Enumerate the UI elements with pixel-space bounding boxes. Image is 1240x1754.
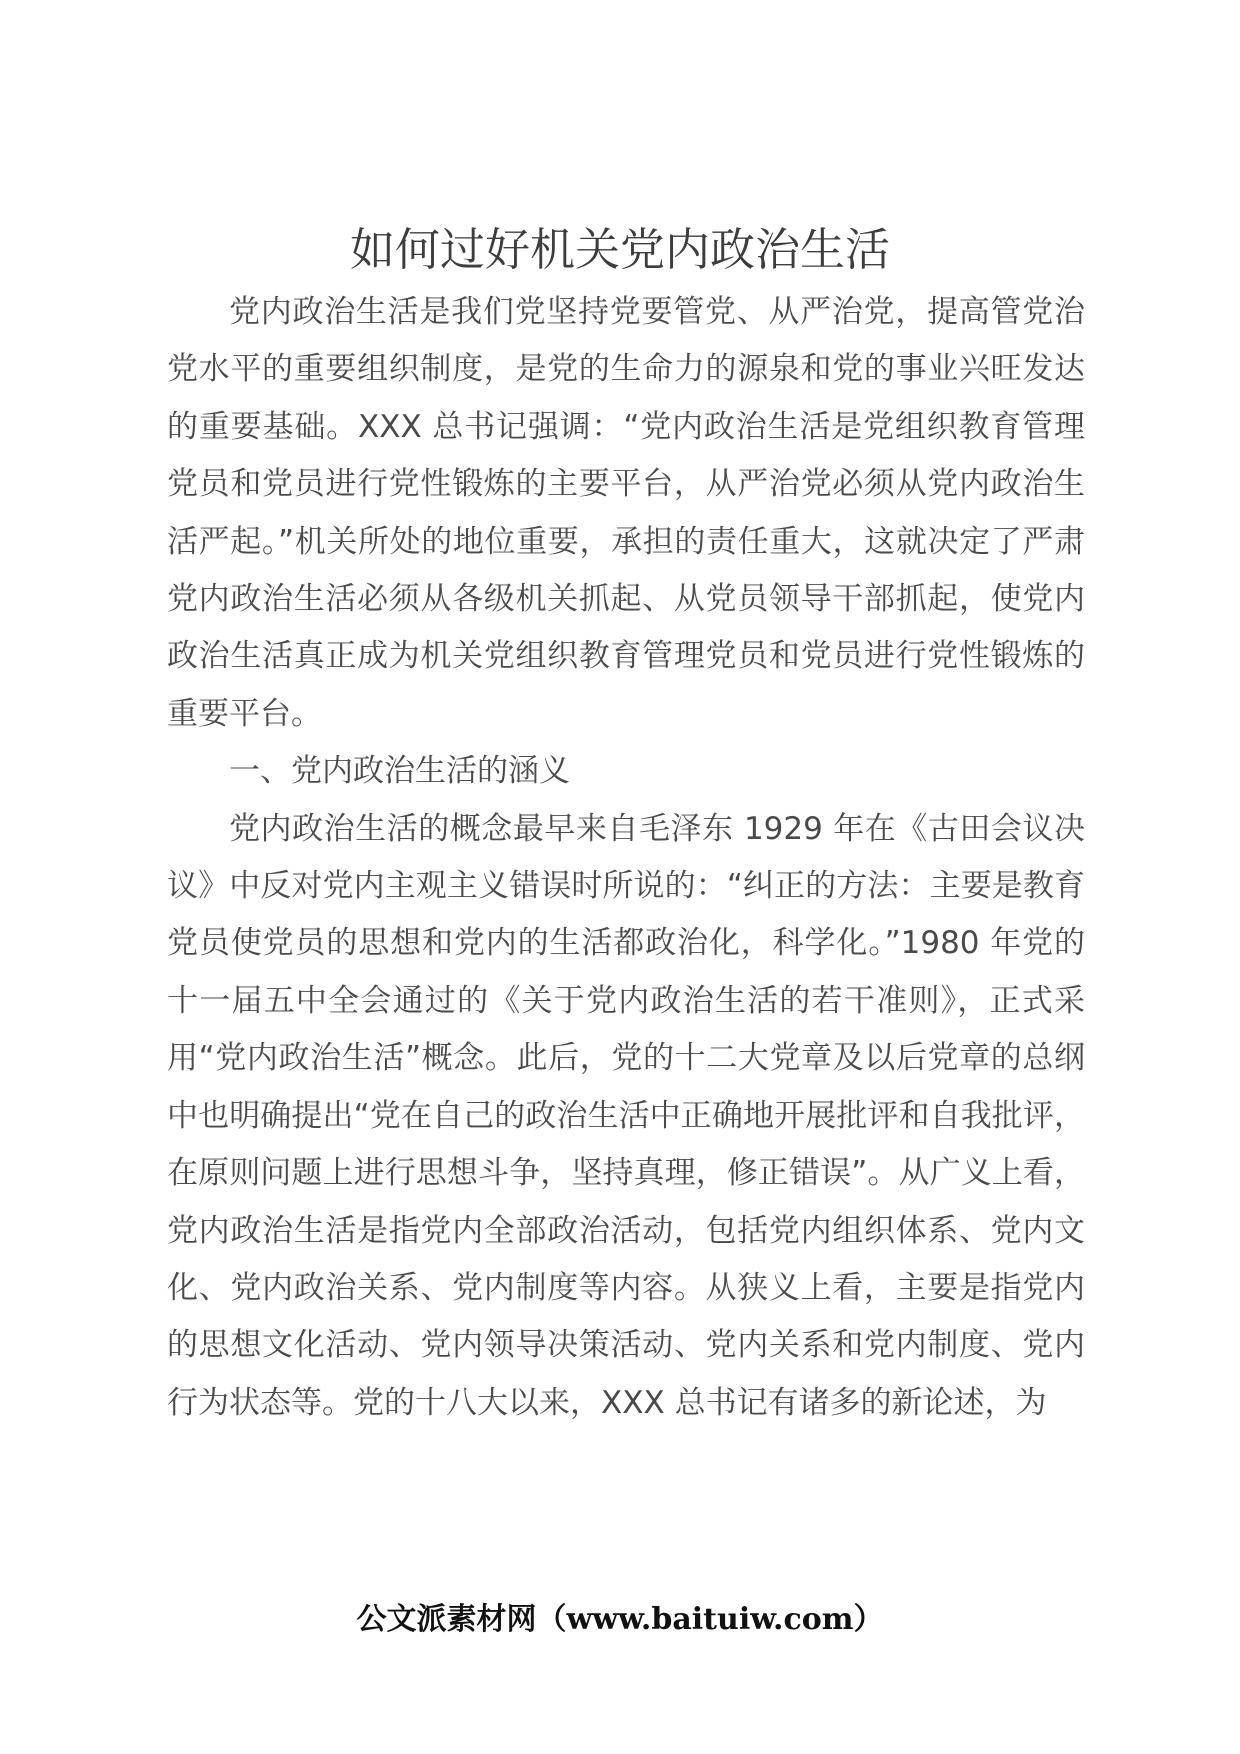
document-title: 如何过好机关党内政治生活 [349, 223, 890, 276]
section-heading: 一、党内政治生活的涵义 [229, 753, 570, 790]
intro-paragraph: 党内政治生活是我们党坚持党要管党、从严治党，提高管党治党水平的重要组织制度，是党的生命力的源泉和党的事业兴旺发达的重要基础。XXX 总书记强调：“党内政治生活是党组织教育管理党员和党员进行党性锻炼的主要平台，从严治党必须从党内政治生活严起。”机关所处的地位重要，承担的责任重大，这就决定了严肃党内政治生活必须从各级机关抓起、从党员领导干部抓起，使党内政治生活真正成为机关党组织教育管理党员和党员进行党性锻炼的重要平台。 [167, 294, 1085, 732]
section-body-paragraph: 党内政治生活的概念最早来自毛泽东 1929 年在《古田会议决议》中反对党内主观主义错误时所说的：“纠正的方法：主要是教育党员使党员的思想和党内的生活都政治化，科学化。”1980 年党的十一届五中全会通过的《关于党内政治生活的若干准则》，正式采用“党内政治生活”概念。此后，党的十二大党章及以后党章的总纲中也明确提出“党在自己的政治生活中正确地开展批评和自我批评，在原则问题上进行思想斗争，坚持真理，修正错误”。从广义上看，党内政治生活是指党内全部政治活动，包括党内组织体系、党内文化、党内政治关系、党内制度等内容。从狭义上看，主要是指党内的思想文化活动、党内领导决策活动、党内关系和党内制度、党内行为状态等。党的十八大以来，XXX 总书记有诸多的新论述，为 [167, 810, 1085, 1421]
footer-source: 公文派素材网（www.baituiw.com） [356, 1602, 884, 1637]
document-body [167, 284, 1085, 1432]
